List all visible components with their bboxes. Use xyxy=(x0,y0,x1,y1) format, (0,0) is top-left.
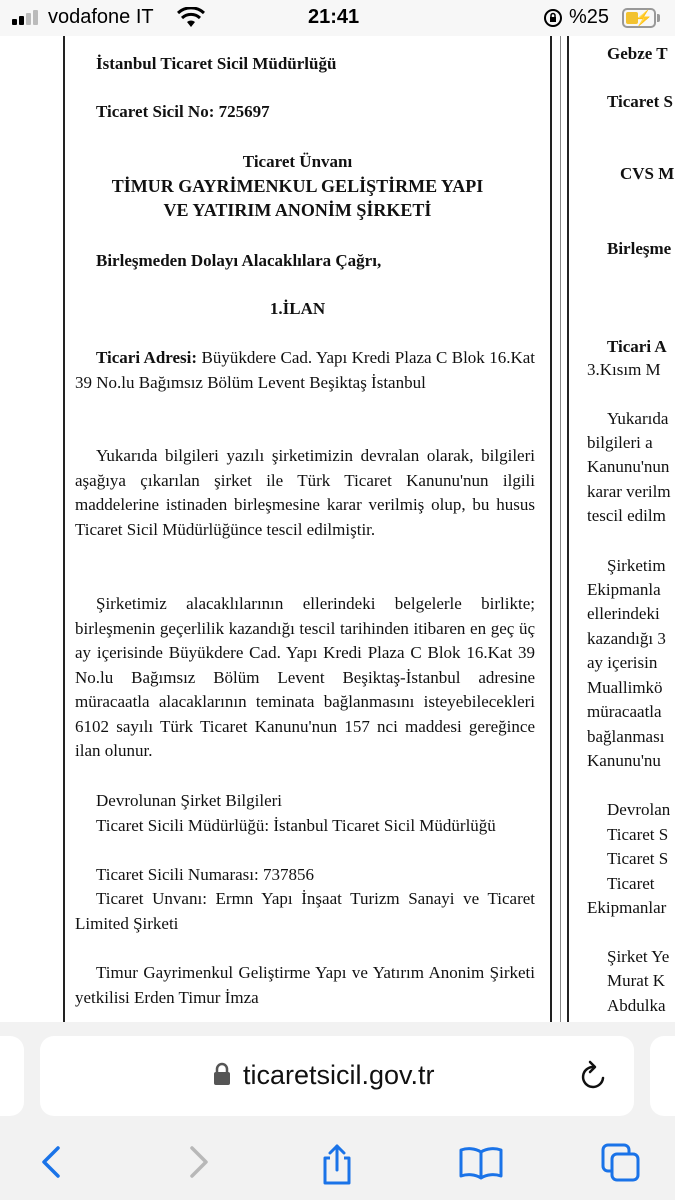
address-bar-area xyxy=(0,1022,675,1132)
right-fragment: karar verilm xyxy=(587,482,671,501)
right-fragment: müracaatla xyxy=(587,702,662,721)
carrier-name: vodafone IT xyxy=(48,6,154,28)
page-divider xyxy=(560,36,561,1022)
paragraph-merger-info: Yukarıda bilgileri yazılı şirketimizin devralan olarak, bilgileri aşağıya çıkarılan şirket ile Türk Ticaret Kanunu'nun ilgili maddelerine istinaden birleşmesine karar verilmiş olup, bu husus Ticaret Sicil Müdürlüğünce tescil edilmiştir. xyxy=(75,446,535,539)
right-fragment: Murat K xyxy=(607,971,666,990)
transferred-registry-number: Ticaret Sicili Numarası: 737856 xyxy=(96,865,314,884)
right-fragment: Kanunu'nu xyxy=(587,751,661,770)
rotation-lock-icon xyxy=(543,8,563,28)
right-fragment: Ticaret S xyxy=(607,849,669,868)
registry-office: İstanbul Ticaret Sicil Müdürlüğü xyxy=(96,54,337,73)
company-name-line1: TİMUR GAYRİMENKUL GELİŞTİRME YAPI xyxy=(111,176,484,196)
transferred-company-title: Devrolunan Şirket Bilgileri xyxy=(96,791,283,810)
right-fragment: Ticaret xyxy=(607,874,655,893)
right-fragment: Ekipmanlar xyxy=(587,898,667,917)
call-title: Birleşmeden Dolayı Alacaklılara Çağrı, xyxy=(96,251,382,270)
right-fragment: tescil edilm xyxy=(587,506,666,525)
right-fragment: kazandığı 3 xyxy=(587,629,666,648)
registry-number: Ticaret Sicil No: 725697 xyxy=(96,102,270,121)
battery-icon: ⚡ xyxy=(622,8,656,28)
right-fragment: Devrolan xyxy=(607,800,671,819)
notice-page-left xyxy=(63,36,552,1022)
right-fragment: ellerindeki xyxy=(587,604,660,623)
right-fragment: bilgileri a xyxy=(587,433,653,452)
right-fragment: Birleşme xyxy=(607,239,672,258)
right-fragment: Yukarıda xyxy=(607,409,669,428)
bookmarks-icon[interactable] xyxy=(458,1142,504,1182)
right-fragment: Şirketim xyxy=(607,556,666,575)
previous-tab-preview[interactable] xyxy=(0,1036,24,1116)
right-fragment: Ticaret S xyxy=(607,825,669,844)
address-label: Ticari Adresi: xyxy=(96,348,198,367)
right-fragment: Ticaret S xyxy=(607,92,673,111)
tabs-icon[interactable] xyxy=(600,1142,642,1184)
right-fragment: Şirket Ye xyxy=(607,947,670,966)
company-name-line2: VE YATIRIM ANONİM ŞİRKETİ xyxy=(163,200,432,220)
paragraph-creditor-call: Şirketimiz alacaklılarının ellerindeki belgelerle birlikte; birleşmenin geçerlilik kazandığı tescil tarihinden itibaren en geç üç ay içerisinde Büyükdere Cad. Yapı Kredi Plaza C Blok 16.Kat 39 No.lu Bağımsız Bölüm Levent Beşiktaş-İstanbul adresine müracaatla alacaklarının teminata bağlanmasını isteyebilecekleri 6102 sayılı Türk Ticaret Kanunu'nun 157 nci maddesi gereğince ilan olunur. xyxy=(75,594,535,760)
browser-toolbar xyxy=(0,1132,675,1200)
lock-icon xyxy=(213,1062,231,1086)
transferred-trade-name: Ticaret Unvanı: Ermn Yapı İnşaat Turizm Sanayi ve Ticaret Limited Şirketi xyxy=(75,889,535,933)
back-icon[interactable] xyxy=(38,1142,66,1182)
status-bar xyxy=(0,0,675,36)
right-fragment: Muallimkö xyxy=(587,678,663,697)
right-fragment: Abdulka xyxy=(607,996,666,1015)
clock: 21:41 xyxy=(308,6,360,28)
notice-page-right xyxy=(567,36,675,1022)
right-fragment: Gebze T xyxy=(607,44,668,63)
notice-number: 1.İLAN xyxy=(269,299,326,318)
right-fragment: Kanunu'nun xyxy=(587,457,670,476)
right-fragment: 3.Kısım M xyxy=(587,360,661,379)
page-margin xyxy=(0,36,63,1022)
right-fragment: Ekipmanla xyxy=(587,580,661,599)
url-text[interactable]: ticaretsicil.gov.tr xyxy=(243,1060,435,1090)
forward-icon[interactable] xyxy=(184,1142,212,1182)
next-tab-preview[interactable] xyxy=(650,1036,675,1116)
battery-percentage: %25 xyxy=(569,6,610,28)
address-text: Büyükdere Cad. Yapı Kredi Plaza C Blok 16.Kat 39 No.lu Bağımsız Bölüm Levent Beşiktaş İstanbul xyxy=(75,348,536,392)
share-icon[interactable] xyxy=(318,1142,356,1186)
right-fragment: bağlanması xyxy=(587,727,665,746)
signature-line: Timur Gayrimenkul Geliştirme Yapı ve Yatırım Anonim Şirketi yetkilisi Erden Timur İmza xyxy=(75,963,535,1007)
address-paragraph xyxy=(75,346,535,395)
right-fragment: Ticari A xyxy=(607,337,667,356)
right-fragment: ay içerisin xyxy=(587,653,658,672)
trade-name-label: Ticaret Ünvanı xyxy=(242,152,353,171)
reload-icon[interactable] xyxy=(578,1058,610,1092)
right-fragment: CVS M xyxy=(620,164,675,183)
wifi-icon xyxy=(177,7,205,29)
transferred-registry: Ticaret Sicili Müdürlüğü: İstanbul Ticaret Sicil Müdürlüğü xyxy=(96,816,496,835)
